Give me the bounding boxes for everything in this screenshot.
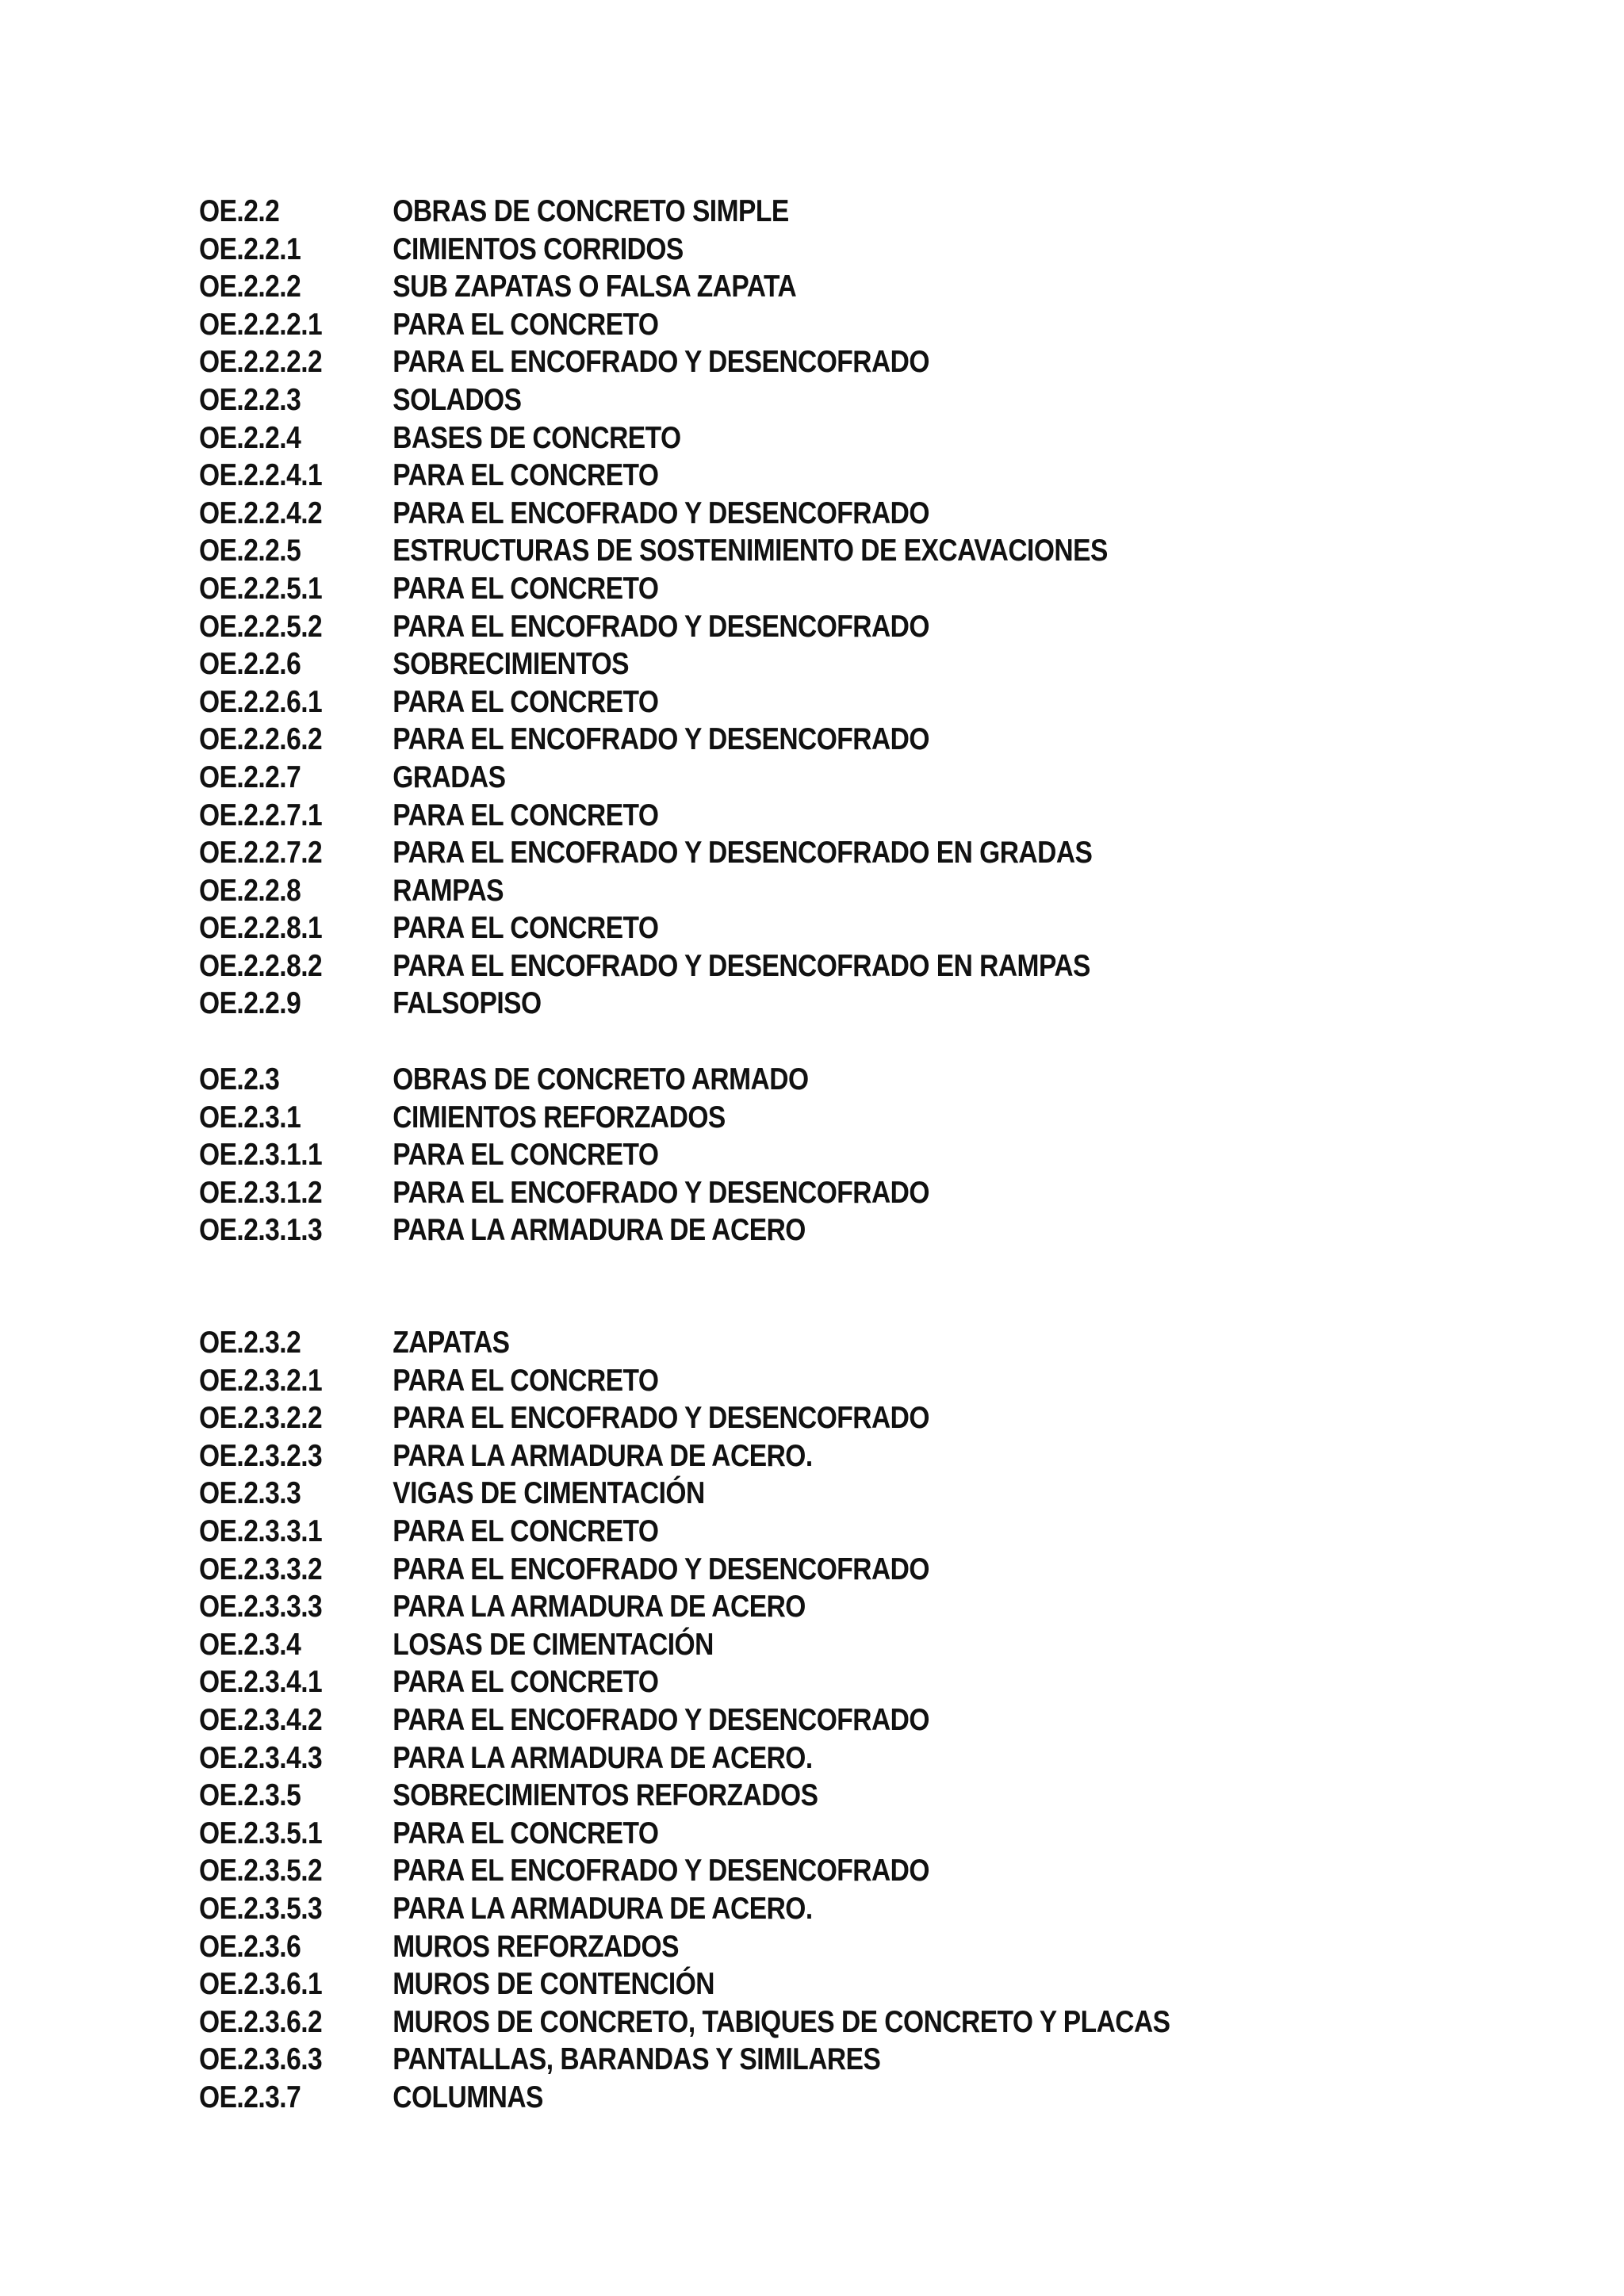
item-code: OE.2.3.1.1: [199, 1138, 323, 1173]
list-item: [199, 683, 1358, 721]
item-title: SOLADOS: [393, 382, 522, 417]
item-title: PARA EL CONCRETO: [393, 1665, 659, 1700]
item-title: SUB ZAPATAS O FALSA ZAPATA: [393, 270, 797, 304]
item-code: OE.2.2.7: [199, 760, 301, 794]
item-title: PARA EL ENCOFRADO Y DESENCOFRADO: [393, 1401, 929, 1436]
list-item: [199, 645, 1358, 683]
item-title: PARA EL ENCOFRADO Y DESENCOFRADO: [393, 345, 929, 380]
section-concreto-simple: [199, 193, 1547, 1023]
item-title: PARA EL CONCRETO: [393, 1816, 659, 1850]
item-title: PARA EL ENCOFRADO Y DESENCOFRADO: [393, 609, 929, 644]
list-item: [199, 1437, 1358, 1475]
item-code: OE.2.2.8.1: [199, 911, 323, 946]
list-item: [199, 1136, 1358, 1174]
list-item: [199, 495, 1358, 533]
list-item: [199, 1739, 1358, 1777]
item-title: PARA EL CONCRETO: [393, 911, 659, 946]
item-code: OE.2.3.2.1: [199, 1363, 323, 1398]
item-title: PARA EL ENCOFRADO Y DESENCOFRADO: [393, 1175, 929, 1210]
item-title: PARA EL CONCRETO: [393, 458, 659, 493]
item-title: GRADAS: [393, 760, 506, 794]
item-title: PARA EL ENCOFRADO Y DESENCOFRADO: [393, 1702, 929, 1737]
item-code: OE.2.3.4: [199, 1627, 301, 1662]
list-item: [199, 570, 1358, 608]
item-code: OE.2.3.3.3: [199, 1590, 323, 1624]
item-code: OE.2.3.6.1: [199, 1967, 323, 2002]
item-code: OE.2.3.2: [199, 1326, 301, 1360]
list-item: [199, 797, 1358, 835]
list-item: [199, 1815, 1358, 1853]
list-item: [199, 193, 1358, 231]
item-code: OE.2.3.2.3: [199, 1438, 323, 1473]
list-item: [199, 2041, 1358, 2079]
list-item: [199, 1928, 1358, 1966]
item-code: OE.2.3.3: [199, 1476, 301, 1511]
item-title: OBRAS DE CONCRETO SIMPLE: [393, 194, 789, 228]
list-item: [199, 1626, 1358, 1664]
item-title: MUROS DE CONCRETO, TABIQUES DE CONCRETO Y PLACAS: [393, 2004, 1170, 2039]
item-title: MUROS DE CONTENCIÓN: [393, 1967, 714, 2002]
list-item: [199, 1588, 1358, 1626]
list-item: [199, 1663, 1358, 1701]
list-item: [199, 1211, 1358, 1249]
list-item: [199, 381, 1358, 419]
list-item: [199, 457, 1358, 495]
list-item: [199, 343, 1358, 381]
item-code: OE.2.3.4.2: [199, 1702, 323, 1737]
item-title: PARA LA ARMADURA DE ACERO: [393, 1590, 806, 1624]
item-code: OE.2.2: [199, 194, 280, 228]
item-title: FALSOPISO: [393, 986, 542, 1021]
list-item: [199, 306, 1358, 344]
list-item: [199, 1965, 1358, 2003]
item-title: PARA LA ARMADURA DE ACERO.: [393, 1438, 813, 1473]
item-title: SOBRECIMIENTOS REFORZADOS: [393, 1778, 818, 1813]
item-code: OE.2.3.3.2: [199, 1552, 323, 1586]
item-code: OE.2.2.6.2: [199, 722, 323, 757]
item-code: OE.2.3.4.3: [199, 1740, 323, 1775]
item-code: OE.2.3.2.2: [199, 1401, 323, 1436]
list-item: [199, 872, 1358, 910]
item-title: OBRAS DE CONCRETO ARMADO: [393, 1062, 809, 1096]
item-title: PARA EL CONCRETO: [393, 307, 659, 342]
item-code: OE.2.2.5.2: [199, 609, 323, 644]
list-item: [199, 1061, 1358, 1099]
item-title: PARA EL CONCRETO: [393, 798, 659, 832]
list-item: [199, 1551, 1358, 1589]
list-item: [199, 947, 1358, 985]
item-title: PARA EL ENCOFRADO Y DESENCOFRADO: [393, 722, 929, 757]
item-title: PARA LA ARMADURA DE ACERO: [393, 1213, 806, 1248]
list-item: [199, 909, 1358, 947]
item-code: OE.2.2.5: [199, 534, 301, 568]
list-item: [199, 608, 1358, 646]
item-title: CIMIENTOS CORRIDOS: [393, 232, 684, 266]
item-code: OE.2.2.4.2: [199, 496, 323, 530]
item-title: MUROS REFORZADOS: [393, 1929, 679, 1964]
item-code: OE.2.3.6.3: [199, 2042, 323, 2077]
item-code: OE.2.2.8.2: [199, 948, 323, 983]
list-item: [199, 419, 1358, 457]
list-item: [199, 1099, 1358, 1137]
item-title: CIMIENTOS REFORZADOS: [393, 1100, 726, 1135]
item-title: PARA EL CONCRETO: [393, 1513, 659, 1548]
item-code: OE.2.3.6.2: [199, 2004, 323, 2039]
list-item: [199, 1399, 1358, 1437]
item-title: PARA LA ARMADURA DE ACERO.: [393, 1891, 813, 1926]
item-title: BASES DE CONCRETO: [393, 420, 681, 455]
item-code: OE.2.3.7: [199, 2080, 301, 2114]
item-code: OE.2.3.6: [199, 1929, 301, 1964]
item-code: OE.2.2.7.2: [199, 836, 323, 871]
item-title: SOBRECIMIENTOS: [393, 647, 630, 682]
list-item: [199, 1852, 1358, 1890]
item-code: OE.2.2.3: [199, 382, 301, 417]
item-code: OE.2.3.1.3: [199, 1213, 323, 1248]
list-item: [199, 1174, 1358, 1212]
item-title: PARA EL ENCOFRADO Y DESENCOFRADO EN RAMPAS: [393, 948, 1090, 983]
item-code: OE.2.2.8: [199, 873, 301, 908]
item-code: OE.2.2.7.1: [199, 798, 323, 832]
item-code: OE.2.3.1.2: [199, 1175, 323, 1210]
item-title: LOSAS DE CIMENTACIÓN: [393, 1627, 714, 1662]
section-zapatas-columnas: [199, 1324, 1547, 2116]
item-code: OE.2.2.4: [199, 420, 301, 455]
item-title: PARA EL CONCRETO: [393, 684, 659, 719]
item-code: OE.2.3.5.3: [199, 1891, 323, 1926]
list-item: [199, 1890, 1358, 1928]
item-title: ZAPATAS: [393, 1326, 510, 1360]
list-item: [199, 834, 1358, 872]
list-item: [199, 759, 1358, 797]
list-item: [199, 268, 1358, 306]
item-code: OE.2.2.5.1: [199, 571, 323, 606]
list-item: [199, 1475, 1358, 1513]
section-concreto-armado: [199, 1061, 1547, 1249]
item-code: OE.2.3: [199, 1062, 280, 1096]
item-code: OE.2.3.5.1: [199, 1816, 323, 1850]
item-title: ESTRUCTURAS DE SOSTENIMIENTO DE EXCAVACIONES: [393, 534, 1108, 568]
list-item: [199, 721, 1358, 759]
item-title: COLUMNAS: [393, 2080, 543, 2114]
item-code: OE.2.3.3.1: [199, 1513, 323, 1548]
item-title: PARA EL CONCRETO: [393, 571, 659, 606]
list-item: [199, 2079, 1358, 2117]
item-title: PANTALLAS, BARANDAS Y SIMILARES: [393, 2042, 881, 2077]
list-item: [199, 2003, 1358, 2042]
list-item: [199, 532, 1358, 570]
item-code: OE.2.3.1: [199, 1100, 301, 1135]
item-title: PARA LA ARMADURA DE ACERO.: [393, 1740, 813, 1775]
list-item: [199, 1324, 1358, 1362]
list-item: [199, 985, 1358, 1023]
item-code: OE.2.3.5: [199, 1778, 301, 1813]
item-title: VIGAS DE CIMENTACIÓN: [393, 1476, 705, 1511]
list-item: [199, 1513, 1358, 1551]
item-code: OE.2.2.9: [199, 986, 301, 1021]
item-code: OE.2.2.2.1: [199, 307, 323, 342]
item-title: RAMPAS: [393, 873, 504, 908]
item-code: OE.2.2.4.1: [199, 458, 323, 493]
list-item: [199, 1362, 1358, 1400]
item-title: PARA EL ENCOFRADO Y DESENCOFRADO EN GRADAS: [393, 836, 1093, 871]
item-code: OE.2.3.5.2: [199, 1854, 323, 1888]
item-title: PARA EL ENCOFRADO Y DESENCOFRADO: [393, 1854, 929, 1888]
item-title: PARA EL ENCOFRADO Y DESENCOFRADO: [393, 1552, 929, 1586]
item-title: PARA EL CONCRETO: [393, 1138, 659, 1173]
item-code: OE.2.2.6.1: [199, 684, 323, 719]
item-code: OE.2.2.1: [199, 232, 301, 266]
item-title: PARA EL CONCRETO: [393, 1363, 659, 1398]
item-code: OE.2.2.2: [199, 270, 301, 304]
list-item: [199, 1777, 1358, 1815]
item-code: OE.2.3.4.1: [199, 1665, 323, 1700]
list-item: [199, 231, 1358, 269]
item-code: OE.2.2.2.2: [199, 345, 323, 380]
list-item: [199, 1701, 1358, 1739]
item-code: OE.2.2.6: [199, 647, 301, 682]
item-title: PARA EL ENCOFRADO Y DESENCOFRADO: [393, 496, 929, 530]
